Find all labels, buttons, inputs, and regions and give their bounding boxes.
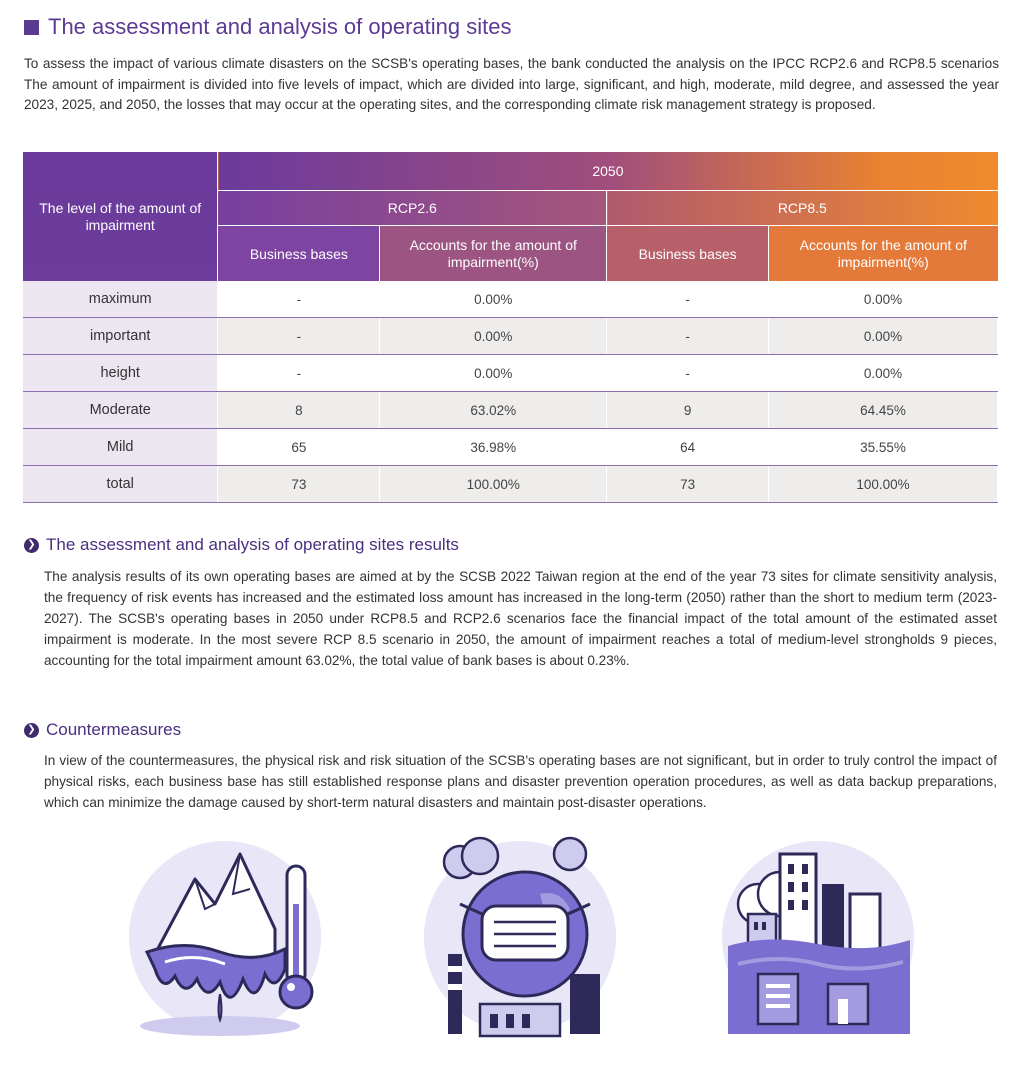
flooded-city-illustration <box>718 834 918 1044</box>
cell-pct-rcp85: 0.00% <box>769 318 998 355</box>
cell-pct-rcp26: 36.98% <box>380 429 607 466</box>
countermeasures-paragraph: In view of the countermeasures, the physical risk and risk situation of the SCSB's operating bases are not significant, but in order to truly control the impact of physical risks, each business base has still established response plans and disaster prevention operation procedures, as well as data backup preparations, which can minimize the damage caused by short-term natural disasters and maintain post-disaster operations. <box>44 753 997 810</box>
col-header-pct-rcp26: Accounts for the amount of impairment(%) <box>380 226 607 282</box>
impairment-table <box>23 152 998 503</box>
cell-pct-rcp26: 100.00% <box>380 466 607 503</box>
cell-pct-rcp85: 35.55% <box>769 429 998 466</box>
cell-pct-rcp85: 0.00% <box>769 355 998 392</box>
level-header: The level of the amount of impairment <box>23 152 218 281</box>
countermeasures-heading <box>24 720 181 740</box>
table-row <box>23 281 998 318</box>
chevron-right-icon: ❯ <box>24 723 39 738</box>
cell-bases-rcp26: 8 <box>218 392 380 429</box>
row-label: important <box>23 318 218 355</box>
results-heading-text: The assessment and analysis of operating sites results <box>46 535 459 554</box>
polluted-earth-mask-illustration <box>420 834 620 1044</box>
cell-bases-rcp85: - <box>607 355 769 392</box>
results-heading <box>24 535 459 555</box>
cell-bases-rcp26: 65 <box>218 429 380 466</box>
cell-bases-rcp26: - <box>218 355 380 392</box>
chevron-right-icon: ❯ <box>24 538 39 553</box>
row-label: total <box>23 466 218 503</box>
table-row <box>23 318 998 355</box>
col-header-pct-rcp85: Accounts for the amount of impairment(%) <box>769 226 998 282</box>
scenario-header-rcp26: RCP2.6 <box>218 191 607 226</box>
cell-bases-rcp85: 64 <box>607 429 769 466</box>
cell-pct-rcp26: 0.00% <box>380 355 607 392</box>
col-header-bases-rcp85: Business bases <box>607 226 769 282</box>
cell-pct-rcp26: 63.02% <box>380 392 607 429</box>
cell-pct-rcp26: 0.00% <box>380 318 607 355</box>
cell-bases-rcp85: - <box>607 318 769 355</box>
table-row <box>23 355 998 392</box>
intro-paragraph: To assess the impact of various climate disasters on the SCSB's operating bases, the bank conducted the analysis on the IPCC RCP2.6 and RCP8.5 scenarios The amount of impairment is divided into five levels of impact, which are divided into large, significant, and high, moderate, mild degree, and assessed the year 2023, 2025, and 2050, the losses that may occur at the operating sites, and the corresponding climate risk management strategy is proposed. <box>24 56 999 112</box>
cell-bases-rcp26: - <box>218 318 380 355</box>
col-header-bases-rcp26: Business bases <box>218 226 380 282</box>
cell-pct-rcp26: 0.00% <box>380 281 607 318</box>
cell-bases-rcp85: - <box>607 281 769 318</box>
cell-pct-rcp85: 100.00% <box>769 466 998 503</box>
row-label: Mild <box>23 429 218 466</box>
cell-bases-rcp85: 73 <box>607 466 769 503</box>
row-label: Moderate <box>23 392 218 429</box>
page-title-text: The assessment and analysis of operating sites <box>48 14 512 39</box>
results-paragraph: The analysis results of its own operating bases are aimed at by the SCSB 2022 Taiwan region at the end of the year 73 sites for climate sensitivity analysis, the frequency of risk events has increased and the estimated loss amount has increased in the long-term (2050) rather than the short to medium term (2023-2027). The SCSB's operating bases in 2050 under RCP8.5 and RCP2.6 scenarios face the financial impact of the total amount of the estimated asset impairment is moderate. In the most severe RCP 8.5 scenario in 2050, the amount of impairment reaches a total of medium-level strongholds 9 pieces, accounting for the total impairment amount 63.02%, the total value of bank bases is about 0.23%. <box>44 569 997 668</box>
page-title <box>24 14 511 40</box>
cell-bases-rcp26: 73 <box>218 466 380 503</box>
year-header: 2050 <box>218 152 998 191</box>
scenario-header-rcp85: RCP8.5 <box>607 191 998 226</box>
title-square-icon <box>24 20 39 35</box>
countermeasures-heading-text: Countermeasures <box>46 720 182 739</box>
melting-glacier-thermometer-illustration <box>125 834 325 1044</box>
cell-bases-rcp26: - <box>218 281 380 318</box>
table-row <box>23 466 998 503</box>
cell-pct-rcp85: 64.45% <box>769 392 998 429</box>
table-row <box>23 429 998 466</box>
row-label: height <box>23 355 218 392</box>
cell-pct-rcp85: 0.00% <box>769 281 998 318</box>
cell-bases-rcp85: 9 <box>607 392 769 429</box>
table-row <box>23 392 998 429</box>
row-label: maximum <box>23 281 218 318</box>
